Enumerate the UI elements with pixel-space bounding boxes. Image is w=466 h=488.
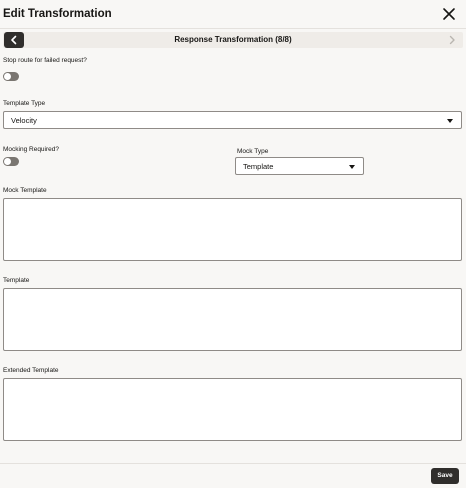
mock-type-value: Template	[243, 162, 274, 171]
close-button[interactable]	[442, 7, 456, 21]
template-label: Template	[3, 277, 30, 284]
chevron-right-icon	[447, 35, 457, 45]
stop-route-toggle[interactable]	[3, 72, 19, 81]
extended-template-label: Extended Template	[3, 367, 59, 374]
dialog-title: Edit Transformation	[3, 8, 112, 20]
mock-type-label: Mock Type	[237, 148, 269, 155]
title-divider	[0, 28, 466, 29]
toggle-knob	[4, 73, 11, 80]
mocking-required-toggle[interactable]	[3, 157, 19, 166]
next-button[interactable]	[442, 32, 462, 48]
nav-title: Response Transformation (8/8)	[174, 35, 292, 44]
toggle-knob	[4, 158, 11, 165]
mock-template-textarea[interactable]	[3, 198, 462, 261]
close-icon	[442, 7, 456, 21]
template-type-value: Velocity	[11, 116, 37, 125]
template-textarea[interactable]	[3, 288, 462, 351]
stop-route-label: Stop route for failed request?	[3, 57, 87, 64]
extended-template-textarea[interactable]	[3, 378, 462, 441]
save-button[interactable]: Save	[431, 468, 459, 484]
footer-divider	[0, 463, 466, 464]
template-type-label: Template Type	[3, 100, 46, 107]
mock-type-select[interactable]	[235, 157, 364, 175]
mocking-required-label: Mocking Required?	[3, 146, 60, 153]
caret-down-icon	[447, 119, 453, 123]
template-type-select[interactable]	[3, 111, 462, 129]
transformation-nav-bar	[3, 32, 463, 48]
mock-template-label: Mock Template	[3, 187, 47, 194]
caret-down-icon	[349, 165, 355, 169]
